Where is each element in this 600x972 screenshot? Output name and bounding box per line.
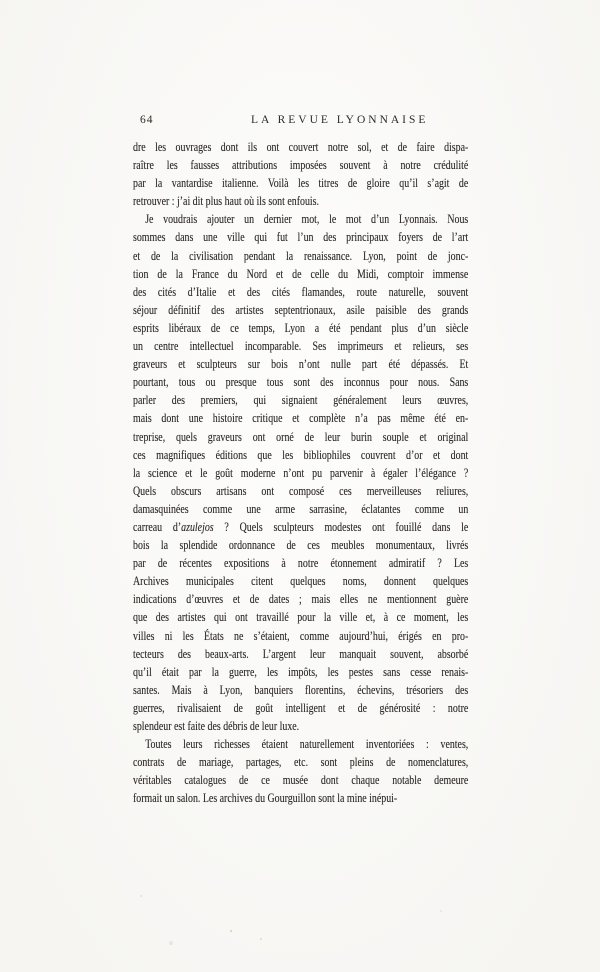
text-line: la science et le goût moderne n’ont pu parvenir à égaler l’élégance ? <box>133 464 469 480</box>
text-line: formait un salon. Les archives du Gourguillon sont la mine inépui- <box>133 790 398 806</box>
text-line: graveurs et sculpteurs sur bois n’ont nulle part été dépassés. Et <box>133 356 469 372</box>
text-line: damasquinées comme une arme sarrasine, éclatantes comme un <box>133 500 469 516</box>
text-line: carreau d’azulejos ? Quels sculpteurs modestes ont fouillé dans le <box>133 518 469 534</box>
text-line: bois la splendide ordonnance de ces meubles monumentaux, livrés <box>133 537 469 553</box>
text-line: sommes dans une ville qui fut l’un des principaux foyers de l’art <box>133 229 469 245</box>
text-line: splendeur est faite des débris de leur luxe. <box>133 718 300 733</box>
text-line: véritables catalogues de ce musée dont chaque notable demeure <box>133 772 469 788</box>
text-line: guerres, rivalisaient de goût intelligent et de générosité : notre <box>133 699 469 715</box>
text-line: par la vantardise italienne. Voilà les titres de gloire qu’il s’agit de <box>133 175 469 191</box>
text-line: Toutes leurs richesses étaient naturellement inventoriées : ventes, <box>145 736 469 752</box>
page-header <box>0 114 600 130</box>
text-line: contrats de mariage, partages, etc. sont pleins de nomenclatures, <box>133 754 469 770</box>
running-title: LA REVUE LYONNAISE <box>251 114 429 126</box>
text-line: santes. Mais à Lyon, banquiers florentins, échevins, trésoriers des <box>133 681 469 697</box>
text-line: parler des premiers, qui signaient généralement leurs œuvres, <box>133 392 469 408</box>
text-line: qu’il était par la guerre, les impôts, les pestes sans cesse renais- <box>133 663 469 679</box>
text-line: treprise, quels graveurs ont orné de leur burin souple et original <box>133 428 469 444</box>
text-line: des cités d’Italie et des cités flamandes, route naturelle, souvent <box>133 283 469 299</box>
text-line: dre les ouvrages dont ils ont couvert notre sol, et de faire dispa- <box>133 139 469 154</box>
text-line: que des artistes qui ont travaillé pour la ville et, à ce moment, les <box>133 609 469 625</box>
page-body-text <box>133 138 468 807</box>
page-number: 64 <box>140 114 154 126</box>
text-line: villes ni les États ne s’étaient, comme aujourd’hui, érigés en pro- <box>133 627 469 643</box>
text-line: indications d’œuvres et de dates ; mais elles ne mentionnent guère <box>133 591 469 607</box>
text-line: retrouver : j’ai dit plus haut où ils sont enfouis. <box>133 193 319 209</box>
text-line: mais dont une histoire critique et complète n’a pas même été en- <box>133 410 469 426</box>
text-line: et de la civilisation pendant la renaissance. Lyon, point de jonc- <box>133 247 469 263</box>
text-line: tecteurs des beaux-arts. L’argent leur manquait souvent, absorbé <box>133 645 469 661</box>
text-line: esprits libéraux de ce temps, Lyon a été pendant plus d’un siècle <box>133 319 469 335</box>
text-line: Je voudrais ajouter un dernier mot, le mot d’un Lyonnais. Nous <box>145 211 469 227</box>
text-line: raître les fausses attributions imposées souvent à notre crédulité <box>133 157 469 173</box>
text-line: tion de la France du Nord et de celle du Midi, comptoir immense <box>133 265 469 281</box>
text-line: ces magnifiques éditions que les bibliophiles couvrent d’or et dont <box>133 446 469 462</box>
text-line: pourtant, tous ou presque tous sont des inconnus pour nous. Sans <box>133 374 469 390</box>
text-line: séjour définitif des artistes septentrionaux, asile paisible des grands <box>133 301 469 317</box>
text-line: Quels obscurs artisans ont composé ces merveilleuses reliures, <box>133 482 469 498</box>
text-line: un centre intellectuel incomparable. Ses imprimeurs et relieurs, ses <box>133 338 469 354</box>
paper-speck <box>230 930 232 932</box>
text-line: Archives municipales citent quelques noms, donnent quelques <box>133 573 469 589</box>
text-line: par de récentes expositions à notre étonnement admiratif ? Les <box>133 555 469 571</box>
